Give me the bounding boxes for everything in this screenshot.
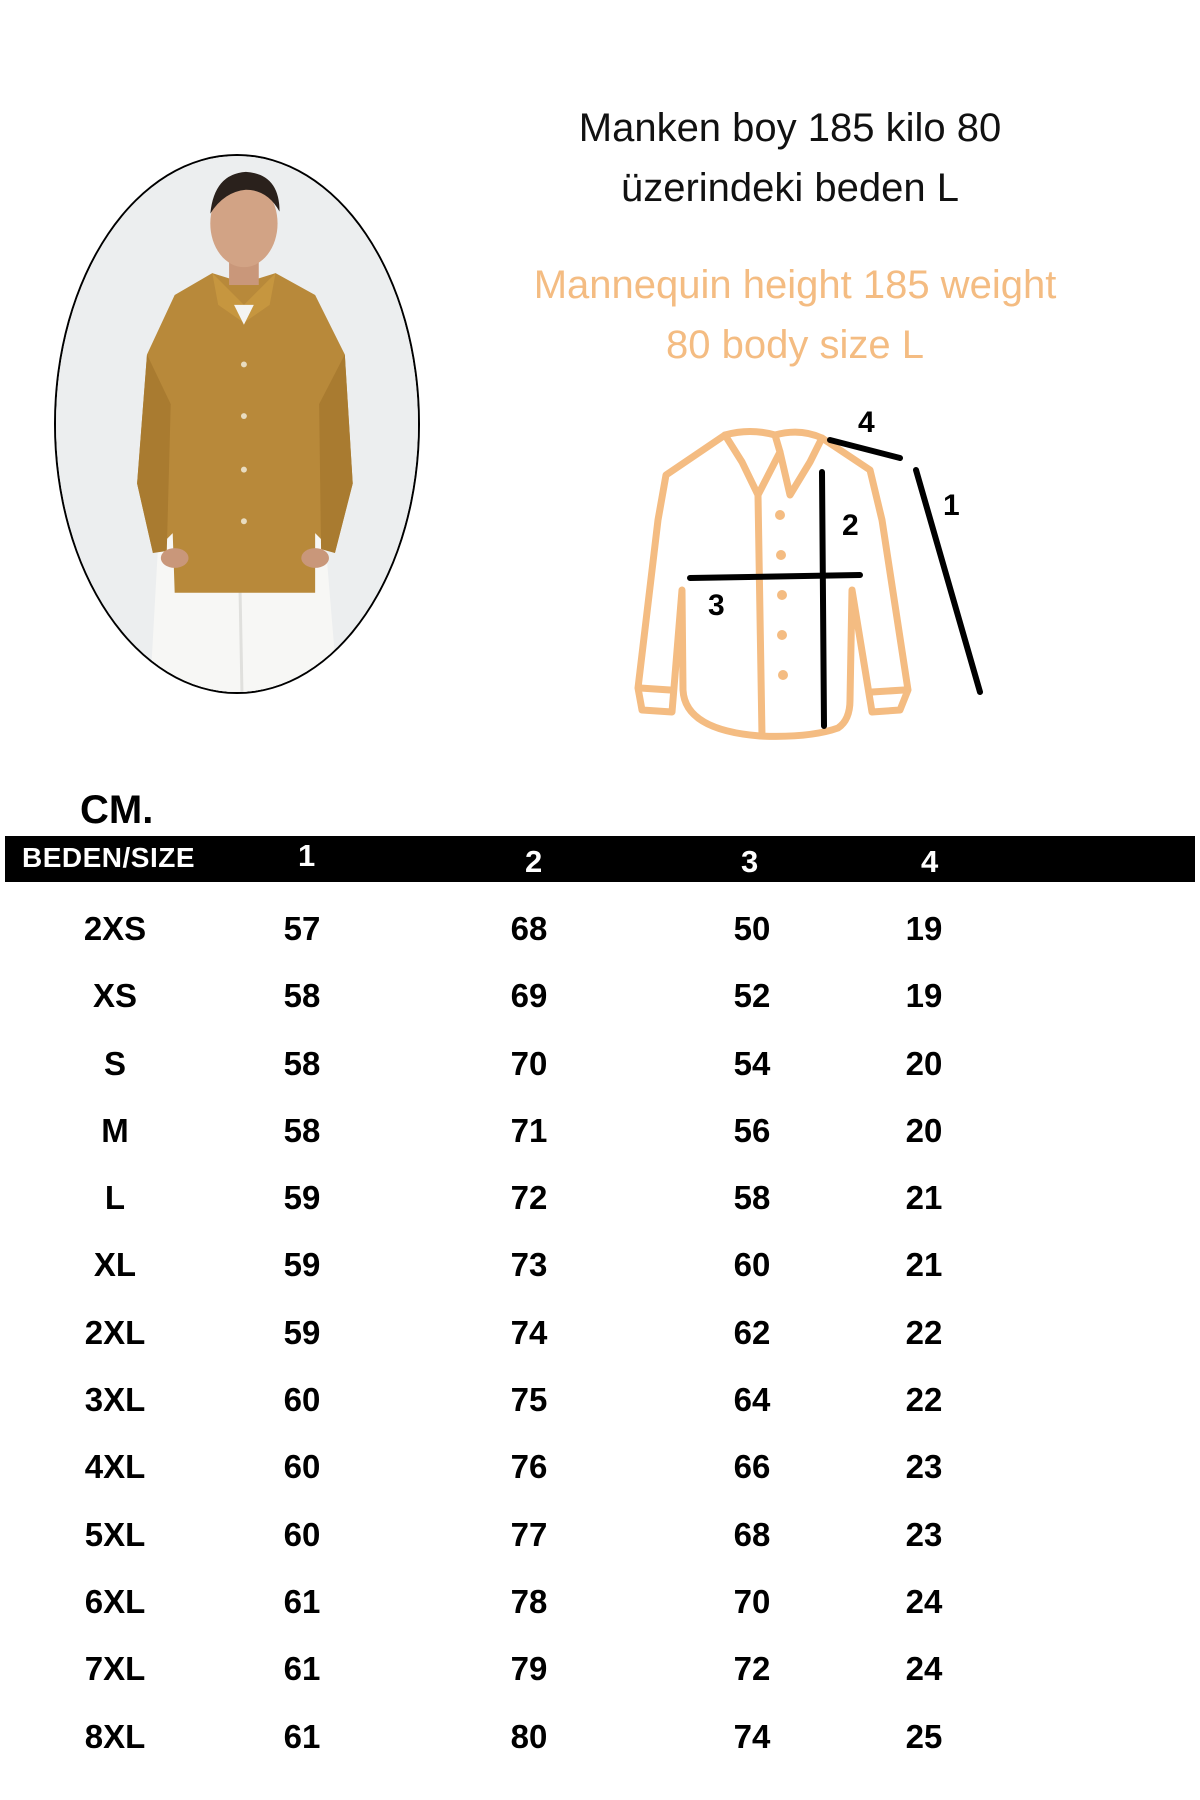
value-cell: 72: [510, 1179, 548, 1217]
value-cell: 70: [733, 1582, 771, 1620]
value-cell: 50: [733, 910, 771, 947]
value-cell: 54: [733, 1044, 771, 1082]
value-cell: 22: [905, 1381, 943, 1419]
value-cell: 52: [733, 977, 771, 1015]
measure-label-1: 1: [943, 489, 960, 522]
value-cell: 21: [905, 1179, 943, 1217]
value-cell: 24: [905, 1582, 943, 1620]
size-cell: S: [103, 1044, 126, 1082]
shirt-measurement-diagram: [590, 400, 990, 750]
value-cell: 24: [905, 1650, 943, 1688]
table-row: [0, 1030, 1200, 1097]
value-cell: 61: [283, 1650, 321, 1688]
caption-turkish: [490, 98, 1090, 218]
size-cell: L: [104, 1179, 126, 1217]
value-cell: 59: [283, 1179, 321, 1217]
header-measure-3: 3: [741, 844, 759, 879]
value-cell: 68: [733, 1515, 771, 1553]
table-row: [0, 1703, 1200, 1770]
size-cell: 3XL: [84, 1381, 146, 1419]
value-cell: 77: [510, 1515, 548, 1553]
value-cell: 19: [905, 910, 943, 947]
caption-english-line2: 80 body size L: [666, 323, 924, 367]
value-cell: 20: [905, 1044, 943, 1082]
size-cell: M: [101, 1111, 129, 1149]
shirt-buttons: [775, 510, 788, 680]
size-cell: XS: [92, 977, 138, 1015]
table-row: [0, 1433, 1200, 1500]
table-row: [0, 1366, 1200, 1433]
value-cell: 58: [733, 1179, 771, 1217]
value-cell: 66: [733, 1448, 771, 1486]
table-row: [0, 1635, 1200, 1702]
caption-english-line1: Mannequin height 185 weight: [533, 263, 1057, 307]
value-cell: 19: [905, 977, 943, 1015]
value-cell: 61: [283, 1717, 321, 1755]
table-row: [0, 962, 1200, 1029]
value-cell: 79: [510, 1650, 548, 1688]
value-cell: 60: [283, 1515, 321, 1553]
header-measure-4: 4: [921, 844, 939, 879]
header-measure-2: 2: [525, 844, 543, 879]
measure-label-4: 4: [858, 406, 875, 439]
header-size: BEDEN/SIZE: [22, 842, 196, 873]
value-cell: 62: [733, 1313, 771, 1351]
size-cell: XL: [93, 1246, 137, 1284]
table-row: [0, 1299, 1200, 1366]
value-cell: 71: [510, 1111, 548, 1149]
table-row: [0, 1164, 1200, 1231]
value-cell: 59: [283, 1313, 321, 1351]
size-cell: 2XS: [83, 910, 147, 947]
value-cell: 58: [283, 1044, 321, 1082]
size-cell: 2XL: [84, 1313, 146, 1351]
table-row: [0, 1231, 1200, 1298]
value-cell: 60: [283, 1381, 321, 1419]
caption-turkish-line1: Manken boy 185 kilo 80: [578, 106, 1002, 150]
caption-english: [490, 255, 1100, 375]
table-row: [0, 1501, 1200, 1568]
measure-line-2: [822, 472, 824, 726]
measure-label-3: 3: [708, 589, 725, 622]
value-cell: 76: [510, 1448, 548, 1486]
size-cell: 7XL: [84, 1650, 146, 1688]
shirt-outline: [638, 432, 908, 737]
value-cell: 73: [510, 1246, 548, 1284]
table-row: [0, 1568, 1200, 1635]
model-photo: [54, 154, 420, 694]
value-cell: 74: [510, 1313, 548, 1351]
table-row: [0, 895, 1200, 962]
value-cell: 69: [510, 977, 548, 1015]
value-cell: 61: [283, 1582, 321, 1620]
size-cell: 4XL: [84, 1448, 146, 1486]
value-cell: 74: [733, 1717, 771, 1755]
value-cell: 80: [510, 1717, 548, 1755]
header-measure-1: 1: [298, 838, 316, 873]
value-cell: 58: [283, 977, 321, 1015]
size-table-body: [0, 895, 1200, 1770]
value-cell: 78: [510, 1582, 548, 1620]
measure-label-2: 2: [842, 509, 859, 542]
value-cell: 70: [510, 1044, 548, 1082]
size-cell: 5XL: [84, 1515, 146, 1553]
value-cell: 59: [283, 1246, 321, 1284]
size-table-header: [5, 836, 1195, 882]
value-cell: 60: [733, 1246, 771, 1284]
unit-label: CM.: [80, 788, 154, 832]
value-cell: 20: [905, 1111, 943, 1149]
value-cell: 68: [510, 910, 548, 947]
caption-turkish-line2: üzerindeki beden L: [620, 166, 960, 210]
value-cell: 64: [733, 1381, 771, 1419]
table-row: [0, 1097, 1200, 1164]
measure-line-3: [690, 575, 860, 578]
measurement-lines: [690, 440, 980, 726]
value-cell: 56: [733, 1111, 771, 1149]
value-cell: 60: [283, 1448, 321, 1486]
value-cell: 23: [905, 1515, 943, 1553]
value-cell: 57: [283, 910, 321, 947]
value-cell: 75: [510, 1381, 548, 1419]
value-cell: 21: [905, 1246, 943, 1284]
value-cell: 58: [283, 1111, 321, 1149]
value-cell: 23: [905, 1448, 943, 1486]
size-cell: 8XL: [84, 1717, 146, 1755]
size-cell: 6XL: [84, 1582, 146, 1620]
value-cell: 72: [733, 1650, 771, 1688]
value-cell: 25: [905, 1717, 943, 1755]
value-cell: 22: [905, 1313, 943, 1351]
